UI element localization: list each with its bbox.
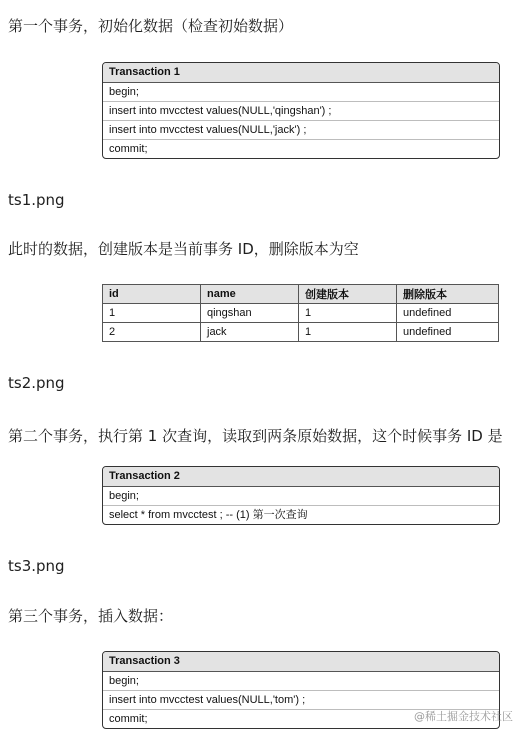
table-cell: qingshan [201, 304, 299, 323]
code-line: commit; [103, 709, 499, 728]
table-cell: 1 [299, 323, 397, 342]
code-line: begin; [109, 86, 139, 98]
image-caption-ts2: ts2.png [8, 374, 65, 392]
code-line: insert into mvcctest values(NULL,'qingshan') ; [103, 101, 499, 120]
code-line: commit; [103, 139, 499, 158]
table-cell: 1 [299, 304, 397, 323]
code-line: select * from mvcctest ; -- (1) 第一次查询 [103, 505, 499, 524]
image-caption-ts3: ts3.png [8, 557, 65, 575]
column-header-created-version: 创建版本 [299, 285, 397, 304]
paragraph-transaction-3-intro: 第三个事务，插入数据： [8, 607, 174, 625]
code-line: insert into mvcctest values(NULL,'tom') ; [103, 690, 499, 709]
transaction-2-box [102, 466, 500, 525]
table-cell: undefined [397, 304, 499, 323]
column-header-name: name [201, 285, 299, 304]
transaction-1-title: Transaction 1 [103, 63, 499, 83]
table-cell: undefined [397, 323, 499, 342]
code-line: begin; [109, 490, 139, 502]
code-line: insert into mvcctest values(NULL,'jack') ; [103, 120, 499, 139]
table-cell: 1 [103, 304, 201, 323]
code-line: begin; [109, 675, 139, 687]
paragraph-transaction-1-intro: 第一个事务，初始化数据（检查初始数据） [8, 17, 294, 35]
transaction-2-title: Transaction 2 [103, 467, 499, 487]
transaction-3-title: Transaction 3 [103, 652, 499, 672]
table-row [103, 304, 499, 323]
paragraph-data-state: 此时的数据，创建版本是当前事务 ID，删除版本为空 [8, 240, 359, 258]
data-table [102, 284, 499, 342]
transaction-1-box [102, 62, 500, 159]
table-header-row [103, 285, 499, 304]
table-cell: jack [201, 323, 299, 342]
table-cell: 2 [103, 323, 201, 342]
paragraph-transaction-2-intro: 第二个事务，执行第 1 次查询，读取到两条原始数据，这个时候事务 ID 是 [8, 427, 503, 445]
table-row [103, 323, 499, 342]
column-header-deleted-version: 删除版本 [397, 285, 499, 304]
column-header-id: id [103, 285, 201, 304]
image-caption-ts1: ts1.png [8, 191, 65, 209]
site-watermark: @稀土掘金技术社区 [414, 710, 513, 723]
